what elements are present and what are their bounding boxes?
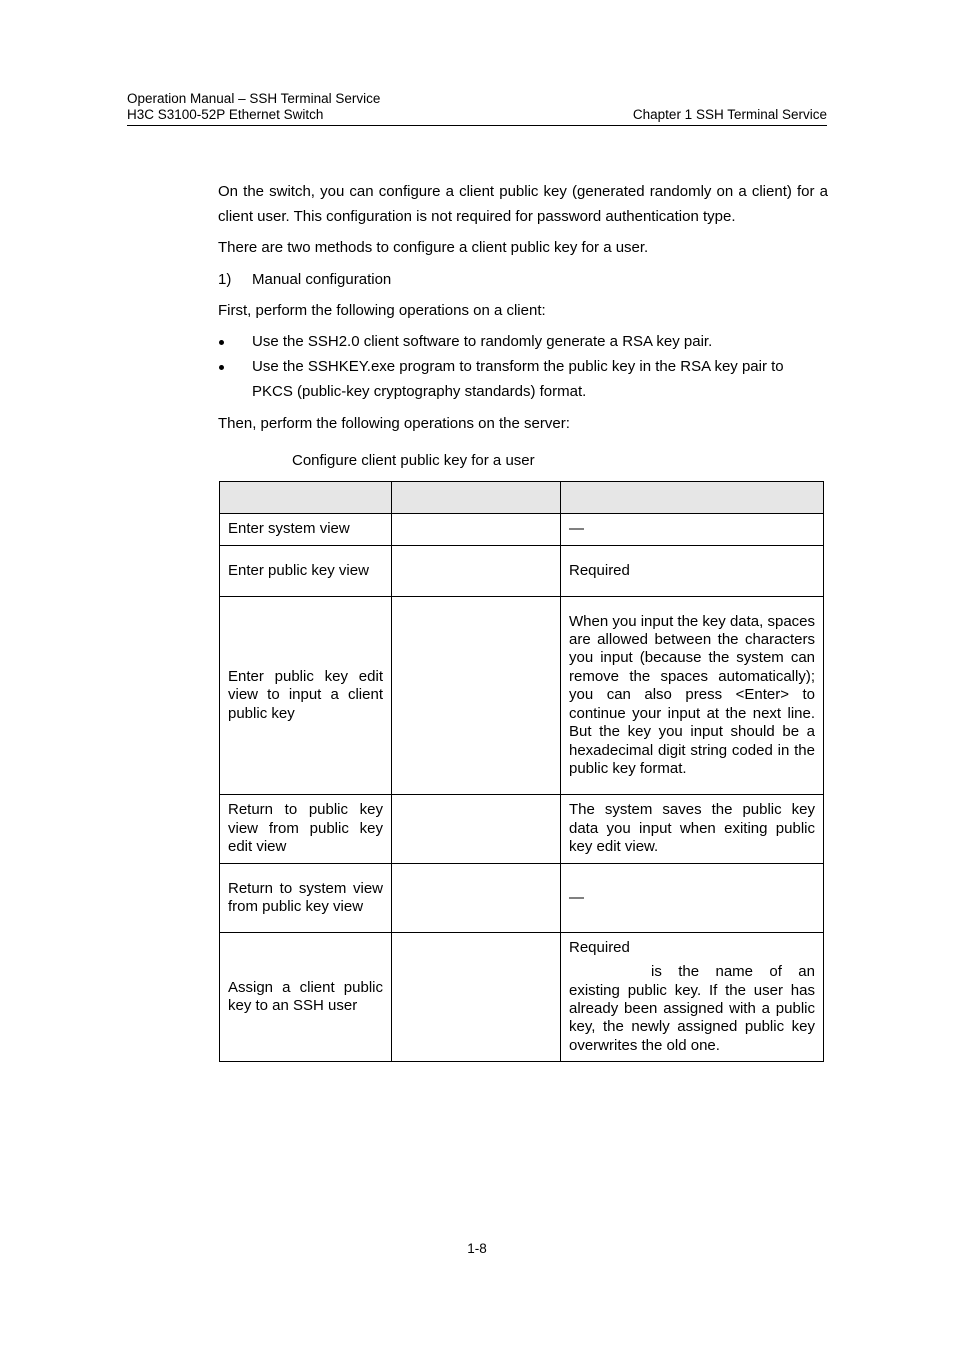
table-caption: Configure client public key for a user [292, 452, 535, 469]
remarks-cell: The system saves the public key data you input when exiting public key edit view. [561, 795, 824, 864]
command-cell [392, 864, 561, 933]
header-cell [561, 482, 824, 514]
table-row [220, 795, 824, 864]
page-number: 1-8 [467, 1241, 487, 1256]
table-row [220, 864, 824, 933]
step-text: Manual configuration [252, 271, 392, 288]
command-cell [392, 933, 561, 1062]
table-header-row [220, 482, 824, 514]
intro-paragraph-3: First, perform the following operations on a client: [218, 302, 546, 319]
remarks-cell: Required [561, 546, 824, 597]
bullet-text: Use the SSHKEY.exe program to transform the public key in the RSA key pair to PKCS (public-key cryptography standards) format. [252, 358, 784, 400]
table-row [220, 597, 824, 795]
bullet-text: Use the SSH2.0 client software to randomly generate a RSA key pair. [252, 333, 713, 350]
remarks-cell: — [561, 514, 824, 546]
remarks-cell: — [561, 864, 824, 933]
header-cell [220, 482, 392, 514]
command-cell [392, 597, 561, 795]
bullet-dot-icon [219, 365, 224, 370]
bullet-item [218, 355, 828, 404]
step-number: 1) [218, 271, 232, 288]
page-header [127, 91, 827, 126]
intro-paragraph-2: There are two methods to configure a client public key for a user. [218, 239, 649, 256]
manual-title: Operation Manual – SSH Terminal Service [127, 91, 381, 106]
remarks-cell [561, 933, 824, 1062]
command-cell [392, 795, 561, 864]
operation-cell: Enter public key edit view to input a client public key [220, 597, 392, 795]
command-cell [392, 514, 561, 546]
command-cell [392, 546, 561, 597]
remarks-detail: is the name of an existing public key. If the user has already been assigned with a public key, the newly assigned public key overwrites the old one. [569, 963, 815, 1054]
header-cell [392, 482, 561, 514]
product-name: H3C S3100-52P Ethernet Switch [127, 107, 324, 122]
remarks-required: Required [569, 938, 630, 956]
table-row [220, 933, 824, 1062]
operation-cell: Return to public key view from public key edit view [220, 795, 392, 864]
bullet-dot-icon [219, 340, 224, 345]
config-table [219, 481, 824, 1062]
operation-cell: Return to system view from public key view [220, 864, 392, 933]
bullet-item [218, 330, 828, 355]
table-row [220, 546, 824, 597]
intro-paragraph-4: Then, perform the following operations on the server: [218, 415, 570, 432]
operation-cell: Enter public key view [220, 546, 392, 597]
chapter-title: Chapter 1 SSH Terminal Service [632, 107, 827, 122]
table-row [220, 514, 824, 546]
remarks-cell: When you input the key data, spaces are allowed between the characters you input (because the system can remove the spaces automatically); you can also press <Enter> to continue your input at the next line. But the key you input should be a hexadecimal digit string coded in the public key format. [561, 597, 824, 795]
operation-cell: Enter system view [220, 514, 392, 546]
intro-paragraph-1: On the switch, you can configure a client public key (generated randomly on a client) for a client user. This configuration is not required for password authentication type. [218, 183, 828, 225]
operation-cell: Assign a client public key to an SSH user [220, 933, 392, 1062]
